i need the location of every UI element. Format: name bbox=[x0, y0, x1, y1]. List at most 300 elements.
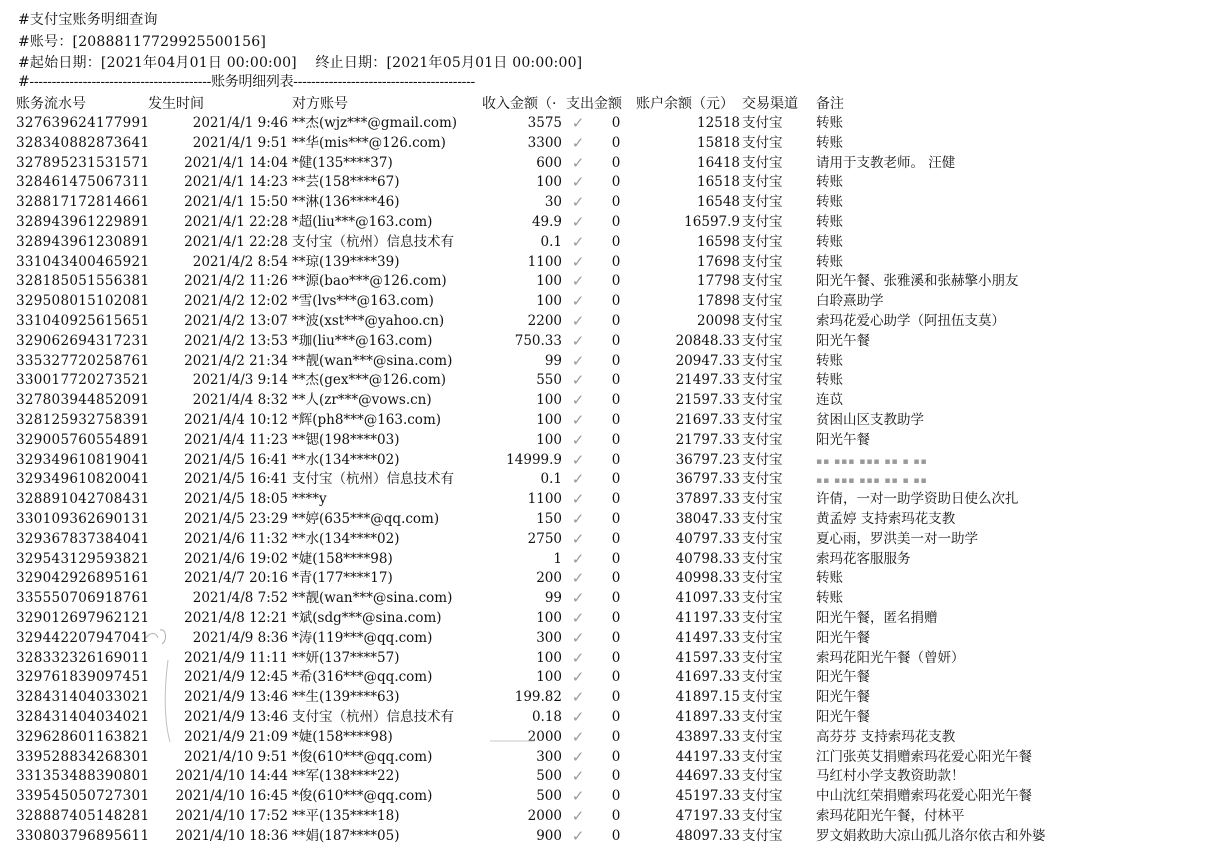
expense-amount: 0 bbox=[611, 471, 621, 488]
expense-amount: 0 bbox=[611, 214, 621, 230]
table-row bbox=[0, 707, 1221, 727]
channel: 支付宝 bbox=[742, 233, 783, 250]
transaction-datetime: 2021/4/4 8:32 bbox=[192, 392, 288, 409]
transaction-datetime: 2021/4/9 12:45 bbox=[184, 669, 288, 686]
check-mark: ✓ bbox=[571, 133, 585, 152]
income-amount: 300 bbox=[536, 748, 562, 765]
table-row bbox=[0, 588, 1221, 608]
income-amount: 199.82 bbox=[514, 689, 562, 706]
transaction-id: 328431404034021 bbox=[16, 709, 150, 725]
balance-amount: 16518 bbox=[697, 174, 740, 191]
channel: 支付宝 bbox=[742, 709, 783, 725]
balance-amount: 17698 bbox=[697, 253, 740, 270]
expense-amount: 0 bbox=[611, 115, 621, 131]
income-amount: 100 bbox=[536, 392, 562, 409]
note: 江门张英艾捐赠索玛花爱心阳光午餐 bbox=[816, 748, 1032, 765]
check-mark: ✓ bbox=[571, 807, 585, 825]
expense-amount: 0 bbox=[611, 233, 621, 250]
column-header-datetime: 发生时间 bbox=[148, 96, 204, 112]
transaction-datetime: 2021/4/1 9:51 bbox=[192, 134, 288, 151]
note: 阳光午餐 bbox=[816, 431, 870, 448]
income-amount: 2000 bbox=[527, 808, 562, 824]
transaction-id: 329005760554891 bbox=[16, 431, 150, 448]
income-amount: 3575 bbox=[527, 115, 562, 131]
check-mark: ✓ bbox=[571, 391, 585, 410]
counterparty-account: *婕(158****98) bbox=[292, 550, 393, 567]
note: 高芬芬 支持索玛花支教 bbox=[816, 728, 956, 745]
note: 中山沈红荣捐赠索玛花爱心阳光午餐 bbox=[816, 788, 1032, 805]
counterparty-account: **军(138****22) bbox=[292, 768, 400, 785]
income-amount: 100 bbox=[536, 610, 562, 626]
balance-amount: 21597.33 bbox=[675, 392, 740, 409]
transaction-datetime: 2021/4/8 7:52 bbox=[192, 590, 288, 607]
channel: 支付宝 bbox=[742, 768, 783, 785]
balance-amount: 40797.33 bbox=[675, 530, 740, 547]
check-mark: ✓ bbox=[571, 490, 585, 509]
check-mark: ✓ bbox=[571, 114, 585, 132]
channel: 支付宝 bbox=[742, 372, 783, 389]
table-row bbox=[0, 489, 1221, 509]
balance-amount: 47197.33 bbox=[675, 808, 740, 824]
channel: 支付宝 bbox=[742, 570, 783, 587]
channel: 支付宝 bbox=[742, 748, 783, 765]
balance-amount: 21497.33 bbox=[675, 372, 740, 389]
balance-amount: 17798 bbox=[697, 273, 740, 290]
channel: 支付宝 bbox=[742, 491, 783, 508]
transaction-id: 331043400465921 bbox=[16, 253, 150, 270]
income-amount: 100 bbox=[536, 649, 562, 666]
check-mark: ✓ bbox=[571, 430, 585, 449]
expense-amount: 0 bbox=[611, 392, 621, 409]
check-mark: ✓ bbox=[571, 628, 585, 647]
expense-amount: 0 bbox=[611, 412, 621, 428]
channel: 支付宝 bbox=[742, 808, 783, 824]
income-amount: 2200 bbox=[527, 313, 562, 329]
channel: 支付宝 bbox=[742, 788, 783, 805]
table-row bbox=[0, 568, 1221, 588]
income-amount: 100 bbox=[536, 431, 562, 448]
note: 转账 bbox=[816, 372, 843, 389]
transaction-datetime: 2021/4/5 18:05 bbox=[184, 491, 288, 508]
expense-amount: 0 bbox=[611, 134, 621, 151]
table-row bbox=[0, 212, 1221, 232]
counterparty-account: *希(316***@qq.com) bbox=[292, 669, 433, 686]
note: 转账 bbox=[816, 590, 843, 607]
table-row bbox=[0, 786, 1221, 806]
note: 请用于支教老师。 汪健 bbox=[816, 154, 956, 171]
smudged-note-mark: ▪▪ ▪▪▪ ▪▪▪ ▪▪ ▪ ▪▪ bbox=[816, 456, 928, 467]
counterparty-account: **婷(635***@qq.com) bbox=[292, 511, 440, 527]
transaction-datetime: 2021/4/2 11:26 bbox=[184, 273, 288, 290]
transaction-id: 329062694317231 bbox=[16, 332, 150, 349]
income-amount: 100 bbox=[536, 669, 562, 686]
counterparty-account: **靓(wan***@sina.com) bbox=[292, 352, 453, 369]
note: 转账 bbox=[816, 352, 843, 369]
check-mark: ✓ bbox=[571, 213, 585, 231]
note: 贫困山区支教助学 bbox=[816, 412, 924, 428]
expense-amount: 0 bbox=[611, 293, 621, 310]
income-amount: 30 bbox=[544, 194, 562, 211]
table-row bbox=[0, 667, 1221, 687]
transaction-datetime: 2021/4/9 13:46 bbox=[184, 689, 288, 706]
channel: 支付宝 bbox=[742, 471, 783, 488]
expense-amount: 0 bbox=[611, 669, 621, 686]
balance-amount: 41197.33 bbox=[675, 610, 740, 626]
counterparty-account: **华(mis***@126.com) bbox=[292, 134, 446, 151]
check-mark: ✓ bbox=[571, 668, 585, 687]
transaction-id: 328340882873641 bbox=[16, 134, 150, 151]
transaction-id: 327803944852091 bbox=[16, 392, 150, 409]
table-row bbox=[0, 113, 1221, 133]
account-line: #账号：[20888117729925500156] bbox=[18, 34, 266, 50]
check-mark: ✓ bbox=[571, 529, 585, 548]
column-header-note: 备注 bbox=[816, 96, 844, 112]
check-mark: ✓ bbox=[571, 411, 585, 429]
transaction-datetime: 2021/4/9 11:11 bbox=[184, 649, 288, 666]
counterparty-account: **杰(gex***@126.com) bbox=[292, 372, 447, 389]
table-row bbox=[0, 727, 1221, 747]
channel: 支付宝 bbox=[742, 550, 783, 567]
transaction-id: 329761839097451 bbox=[16, 669, 150, 686]
channel: 支付宝 bbox=[742, 629, 783, 646]
counterparty-account: **水(134****02) bbox=[292, 530, 400, 547]
expense-amount: 0 bbox=[611, 768, 621, 785]
check-mark: ✓ bbox=[571, 589, 585, 608]
income-amount: 99 bbox=[544, 590, 562, 607]
transaction-id: 329628601163821 bbox=[16, 728, 150, 745]
table-row bbox=[0, 252, 1221, 272]
transaction-id: 331040925615651 bbox=[16, 313, 150, 329]
balance-amount: 16597.9 bbox=[684, 214, 740, 230]
balance-amount: 45197.33 bbox=[675, 788, 740, 805]
note: 转账 bbox=[816, 570, 843, 587]
channel: 支付宝 bbox=[742, 273, 783, 290]
transaction-datetime: 2021/4/10 16:45 bbox=[175, 788, 288, 805]
transaction-datetime: 2021/4/2 12:02 bbox=[184, 293, 288, 310]
channel: 支付宝 bbox=[742, 332, 783, 349]
counterparty-account: **人(zr***@vows.cn) bbox=[292, 392, 432, 409]
check-mark: ✓ bbox=[571, 648, 585, 667]
counterparty-account: *健(135****37) bbox=[292, 154, 393, 171]
counterparty-account: *辉(ph8***@163.com) bbox=[292, 412, 442, 428]
channel: 支付宝 bbox=[742, 412, 783, 428]
income-amount: 150 bbox=[536, 511, 562, 527]
income-amount: 1100 bbox=[527, 491, 562, 508]
check-mark: ✓ bbox=[571, 470, 585, 489]
expense-amount: 0 bbox=[611, 154, 621, 171]
transaction-datetime: 2021/4/1 14:23 bbox=[184, 174, 288, 191]
note: 阳光午餐、张雅溪和张赫擎小朋友 bbox=[816, 273, 1019, 290]
income-amount: 100 bbox=[536, 174, 562, 191]
balance-amount: 21697.33 bbox=[675, 412, 740, 428]
note: 转账 bbox=[816, 233, 843, 250]
counterparty-account: 支付宝（杭州）信息技术有 bbox=[292, 471, 454, 488]
counterparty-account: **水(134****02) bbox=[292, 451, 400, 468]
balance-amount: 41697.33 bbox=[675, 669, 740, 686]
table-row bbox=[0, 172, 1221, 192]
list-separator: #-----------------------------------------账务明细列表----------------------------------------- bbox=[18, 74, 475, 90]
check-mark: ✓ bbox=[571, 272, 585, 291]
column-header-counterparty: 对方账号 bbox=[292, 96, 348, 112]
channel: 支付宝 bbox=[742, 649, 783, 666]
channel: 支付宝 bbox=[742, 293, 783, 310]
channel: 支付宝 bbox=[742, 352, 783, 369]
transaction-id: 329367837384041 bbox=[16, 530, 150, 547]
transaction-id: 329543129593821 bbox=[16, 550, 150, 567]
income-amount: 0.18 bbox=[531, 709, 562, 725]
channel: 支付宝 bbox=[742, 174, 783, 191]
table-row bbox=[0, 509, 1221, 529]
transaction-id: 328431404033021 bbox=[16, 689, 150, 706]
balance-amount: 16418 bbox=[697, 154, 740, 171]
transaction-datetime: 2021/4/10 18:36 bbox=[175, 827, 288, 844]
income-amount: 2000 bbox=[527, 728, 562, 745]
transaction-datetime: 2021/4/4 11:23 bbox=[184, 431, 288, 448]
transaction-datetime: 2021/4/1 9:46 bbox=[192, 115, 288, 131]
income-amount: 550 bbox=[536, 372, 562, 389]
check-mark: ✓ bbox=[571, 549, 585, 568]
transaction-datetime: 2021/4/4 10:12 bbox=[184, 412, 288, 428]
expense-amount: 0 bbox=[611, 788, 621, 805]
transaction-id: 335327720258761 bbox=[16, 352, 150, 369]
counterparty-account: **平(135****18) bbox=[292, 808, 400, 824]
expense-amount: 0 bbox=[611, 590, 621, 607]
balance-amount: 40798.33 bbox=[675, 550, 740, 567]
counterparty-account: **源(bao***@126.com) bbox=[292, 273, 447, 290]
transaction-datetime: 2021/4/10 9:51 bbox=[184, 748, 288, 765]
expense-amount: 0 bbox=[611, 372, 621, 389]
counterparty-account: 支付宝（杭州）信息技术有 bbox=[292, 709, 454, 725]
column-header-balance: 账户余额（元） bbox=[636, 96, 734, 112]
transaction-id: 330017720273521 bbox=[16, 372, 150, 389]
expense-amount: 0 bbox=[611, 629, 621, 646]
counterparty-account: *俊(610***@qq.com) bbox=[292, 748, 433, 765]
expense-amount: 0 bbox=[611, 570, 621, 587]
counterparty-account: **杰(wjz***@gmail.com) bbox=[292, 115, 458, 131]
check-mark: ✓ bbox=[571, 153, 585, 172]
check-mark: ✓ bbox=[571, 787, 585, 806]
channel: 支付宝 bbox=[742, 313, 783, 329]
transaction-id: 328887405148281 bbox=[16, 808, 150, 824]
channel: 支付宝 bbox=[742, 590, 783, 607]
expense-amount: 0 bbox=[611, 352, 621, 369]
balance-amount: 12518 bbox=[697, 115, 740, 131]
transaction-id: 329508015102081 bbox=[16, 293, 150, 310]
transaction-id: 329012697962121 bbox=[16, 610, 150, 626]
table-row bbox=[0, 232, 1221, 252]
balance-amount: 43897.33 bbox=[675, 728, 740, 745]
transaction-id: 328943961230891 bbox=[16, 233, 150, 250]
table-row bbox=[0, 390, 1221, 410]
table-row bbox=[0, 648, 1221, 668]
income-amount: 100 bbox=[536, 412, 562, 428]
income-amount: 500 bbox=[536, 768, 562, 785]
counterparty-account: *青(177****17) bbox=[292, 570, 393, 587]
expense-amount: 0 bbox=[611, 451, 621, 468]
income-amount: 14999.9 bbox=[506, 451, 562, 468]
note: 阳光午餐，匿名捐赠 bbox=[816, 610, 938, 626]
check-mark: ✓ bbox=[571, 767, 585, 786]
note: 马红村小学支教资助款！ bbox=[816, 768, 965, 785]
check-mark: ✓ bbox=[571, 173, 585, 192]
income-amount: 200 bbox=[536, 570, 562, 587]
table-row bbox=[0, 687, 1221, 707]
check-mark: ✓ bbox=[571, 747, 585, 766]
balance-amount: 41497.33 bbox=[675, 629, 740, 646]
expense-amount: 0 bbox=[611, 313, 621, 329]
expense-amount: 0 bbox=[611, 174, 621, 191]
income-amount: 0.1 bbox=[540, 471, 562, 488]
column-header-income: 收入金额（· bbox=[482, 96, 557, 112]
balance-amount: 41097.33 bbox=[675, 590, 740, 607]
transaction-datetime: 2021/4/10 17:52 bbox=[175, 808, 288, 824]
check-mark: ✓ bbox=[571, 727, 585, 746]
transaction-datetime: 2021/4/2 21:34 bbox=[184, 352, 288, 369]
counterparty-account: *涛(119***@qq.com) bbox=[292, 629, 433, 646]
income-amount: 3300 bbox=[527, 134, 562, 151]
counterparty-account: *斌(sdg***@sina.com) bbox=[292, 610, 442, 626]
income-amount: 1100 bbox=[527, 253, 562, 270]
column-header-channel: 交易渠道 bbox=[742, 96, 798, 112]
note: 索玛花爱心助学（阿扭伍支莫） bbox=[816, 313, 1005, 329]
check-mark: ✓ bbox=[571, 708, 585, 726]
channel: 支付宝 bbox=[742, 214, 783, 230]
channel: 支付宝 bbox=[742, 253, 783, 270]
balance-amount: 37897.33 bbox=[675, 491, 740, 508]
expense-amount: 0 bbox=[611, 610, 621, 626]
check-mark: ✓ bbox=[571, 510, 585, 528]
table-row bbox=[0, 133, 1221, 153]
table-row bbox=[0, 192, 1221, 212]
expense-amount: 0 bbox=[611, 431, 621, 448]
balance-amount: 20848.33 bbox=[675, 332, 740, 349]
counterparty-account: *雪(lvs***@163.com) bbox=[292, 293, 434, 310]
note bbox=[816, 450, 1216, 470]
channel: 支付宝 bbox=[742, 115, 783, 131]
counterparty-account: *婕(158****98) bbox=[292, 728, 393, 745]
table-row bbox=[0, 450, 1221, 470]
transaction-id: 339545050727301 bbox=[16, 788, 150, 805]
note: 阳光午餐 bbox=[816, 669, 870, 686]
transaction-id: 329349610819041 bbox=[16, 451, 150, 468]
note: 白聆熹助学 bbox=[816, 293, 884, 310]
income-amount: 100 bbox=[536, 273, 562, 290]
table-row bbox=[0, 291, 1221, 311]
check-mark: ✓ bbox=[571, 569, 585, 588]
transaction-id: 330803796895611 bbox=[16, 827, 150, 844]
table-row bbox=[0, 549, 1221, 569]
transaction-datetime: 2021/4/9 21:09 bbox=[184, 728, 288, 745]
check-mark: ✓ bbox=[571, 312, 585, 330]
table-row bbox=[0, 271, 1221, 291]
balance-amount: 41897.33 bbox=[675, 709, 740, 725]
note: 转账 bbox=[816, 134, 843, 151]
transaction-datetime: 2021/4/2 13:07 bbox=[184, 313, 288, 329]
transaction-datetime: 2021/4/2 8:54 bbox=[192, 253, 288, 270]
check-mark: ✓ bbox=[571, 450, 585, 469]
transaction-datetime: 2021/4/5 16:41 bbox=[184, 471, 288, 488]
note: 转账 bbox=[816, 174, 843, 191]
transaction-datetime: 2021/4/1 22:28 bbox=[184, 233, 288, 250]
transaction-datetime: 2021/4/3 9:14 bbox=[192, 372, 288, 389]
balance-amount: 48097.33 bbox=[675, 827, 740, 844]
channel: 支付宝 bbox=[742, 610, 783, 626]
income-amount: 99 bbox=[544, 352, 562, 369]
transaction-datetime: 2021/4/6 19:02 bbox=[184, 550, 288, 567]
transaction-datetime: 2021/4/9 8:36 bbox=[192, 629, 288, 646]
note: 阳光午餐 bbox=[816, 709, 870, 725]
counterparty-account: **生(139****63) bbox=[292, 689, 400, 706]
counterparty-account: **靓(wan***@sina.com) bbox=[292, 590, 453, 607]
transaction-id: 328125932758391 bbox=[16, 412, 150, 428]
note: 夏心雨，罗洪美一对一助学 bbox=[816, 530, 978, 547]
note: 转账 bbox=[816, 115, 843, 131]
check-mark: ✓ bbox=[571, 609, 585, 627]
transaction-datetime: 2021/4/1 15:50 bbox=[184, 194, 288, 211]
expense-amount: 0 bbox=[611, 491, 621, 508]
table-row bbox=[0, 153, 1221, 173]
expense-amount: 0 bbox=[611, 827, 621, 844]
table-row bbox=[0, 370, 1221, 390]
expense-amount: 0 bbox=[611, 332, 621, 349]
counterparty-account: *珈(liu***@163.com) bbox=[292, 332, 433, 349]
counterparty-account: 支付宝（杭州）信息技术有 bbox=[292, 233, 454, 250]
table-row bbox=[0, 608, 1221, 628]
transaction-id: 335550706918761 bbox=[16, 590, 150, 607]
transaction-id: 328943961229891 bbox=[16, 214, 150, 230]
note: 转账 bbox=[816, 253, 843, 270]
note: 转账 bbox=[816, 194, 843, 211]
note bbox=[816, 469, 1216, 489]
channel: 支付宝 bbox=[742, 530, 783, 547]
transaction-id: 339528834268301 bbox=[16, 748, 150, 765]
channel: 支付宝 bbox=[742, 728, 783, 745]
counterparty-account: **妍(137****57) bbox=[292, 649, 400, 666]
check-mark: ✓ bbox=[571, 331, 585, 350]
balance-amount: 21797.33 bbox=[675, 431, 740, 448]
income-amount: 300 bbox=[536, 629, 562, 646]
expense-amount: 0 bbox=[611, 550, 621, 567]
channel: 支付宝 bbox=[742, 451, 783, 468]
expense-amount: 0 bbox=[611, 649, 621, 666]
smudged-note-mark: ▪▪ ▪▪▪ ▪▪▪ ▪▪ ▪ ▪▪ bbox=[816, 476, 928, 487]
table-row bbox=[0, 430, 1221, 450]
transaction-id: 329442207947041 bbox=[16, 629, 150, 646]
balance-amount: 16598 bbox=[697, 233, 740, 250]
expense-amount: 0 bbox=[611, 253, 621, 270]
table-row bbox=[0, 331, 1221, 351]
balance-amount: 36797.33 bbox=[675, 471, 740, 488]
table-row bbox=[0, 806, 1221, 826]
channel: 支付宝 bbox=[742, 827, 783, 844]
check-mark: ✓ bbox=[571, 351, 585, 370]
note: 阳光午餐 bbox=[816, 332, 870, 349]
table-row bbox=[0, 628, 1221, 648]
expense-amount: 0 bbox=[611, 273, 621, 290]
counterparty-account: ****y bbox=[292, 491, 327, 508]
channel: 支付宝 bbox=[742, 134, 783, 151]
note: 索玛花阳光午餐（曾妍） bbox=[816, 649, 965, 666]
note: 连苡 bbox=[816, 392, 843, 409]
transaction-datetime: 2021/4/6 11:32 bbox=[184, 530, 288, 547]
note: 转账 bbox=[816, 214, 843, 230]
income-amount: 600 bbox=[536, 154, 562, 171]
channel: 支付宝 bbox=[742, 669, 783, 686]
balance-amount: 20947.33 bbox=[675, 352, 740, 369]
note: 索玛花阳光午餐，付林平 bbox=[816, 808, 965, 824]
transaction-id: 327895231531571 bbox=[16, 154, 150, 171]
note: 黄孟婷 支持索玛花支教 bbox=[816, 511, 956, 527]
